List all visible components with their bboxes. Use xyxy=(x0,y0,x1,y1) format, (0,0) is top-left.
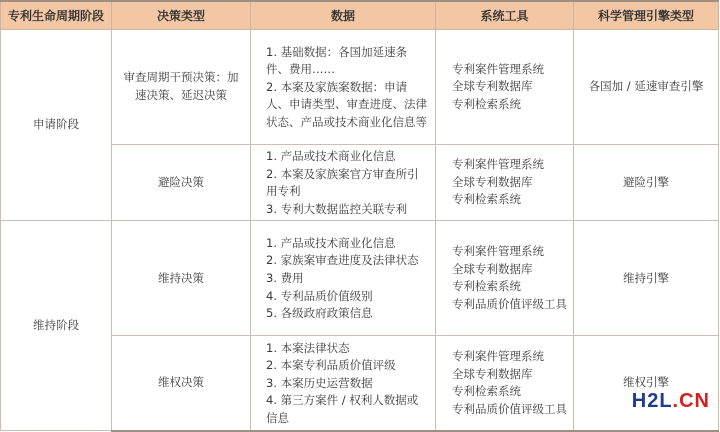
table-header-row xyxy=(1,1,719,30)
tool-line: 专利检索系统 xyxy=(452,279,521,294)
decision-cell: 审查周期干预决策：加速决策、延迟决策 xyxy=(112,30,251,145)
data-cell xyxy=(251,145,436,221)
header-engine-type: 科学管理引擎类型 xyxy=(574,1,719,30)
tool-line: 专利案件管理系统 xyxy=(452,61,544,76)
tool-line: 专利品质价值评级工具 xyxy=(452,296,567,311)
site-watermark xyxy=(632,390,710,413)
engine-cell: 维权引擎 xyxy=(574,336,719,431)
table-row xyxy=(1,30,719,145)
data-line: 2. 本案及家族案数据：申请人、申请类型、审查进度、法律状态、产品或技术商业化信息等 xyxy=(266,79,427,129)
tools-cell xyxy=(436,145,574,221)
engine-cell: 各国加 / 延速审查引擎 xyxy=(574,30,719,145)
data-line: 3. 费用 xyxy=(266,271,304,286)
data-line: 1. 基础数据：各国加延速条件、费用…… xyxy=(266,44,408,77)
header-decision-type: 决策类型 xyxy=(112,1,251,30)
data-line: 5. 各级政府政策信息 xyxy=(266,306,373,321)
decision-cell: 避险决策 xyxy=(112,145,251,221)
data-cell xyxy=(251,221,436,336)
engine-cell: 避险引擎 xyxy=(574,145,719,221)
tool-line: 全球专利数据库 xyxy=(452,174,533,189)
data-line: 2. 本案专利品质价值评级 xyxy=(266,358,396,373)
stage-cell-application: 申请阶段 xyxy=(1,30,112,221)
tool-line: 专利检索系统 xyxy=(452,192,521,207)
tools-cell xyxy=(436,221,574,336)
data-line: 2. 本案及家族案官方审查所引用专利 xyxy=(266,166,419,199)
data-line: 1. 产品或技术商业化信息 xyxy=(266,149,396,163)
tools-cell xyxy=(436,30,574,145)
tool-line: 专利案件管理系统 xyxy=(452,157,544,172)
tool-line: 全球专利数据库 xyxy=(452,366,533,381)
engine-cell: 维持引擎 xyxy=(574,221,719,336)
watermark-h2l: H2L xyxy=(631,390,673,412)
tool-line: 全球专利数据库 xyxy=(452,79,533,94)
header-data: 数据 xyxy=(251,1,436,30)
decision-cell: 维持决策 xyxy=(112,221,251,336)
tool-line: 专利检索系统 xyxy=(452,384,521,399)
data-line: 4. 第三方案件 / 权利人数据或信息 xyxy=(266,393,419,426)
tool-line: 专利案件管理系统 xyxy=(452,244,544,259)
data-line: 1. 产品或技术商业化信息 xyxy=(266,235,396,250)
data-cell xyxy=(251,336,436,431)
tool-line: 专利检索系统 xyxy=(452,96,521,111)
tools-cell xyxy=(436,336,574,431)
decision-cell: 维权决策 xyxy=(112,336,251,431)
data-cell xyxy=(251,30,436,145)
table-row xyxy=(1,221,719,336)
tool-line: 专利品质价值评级工具 xyxy=(452,401,567,416)
data-line: 3. 专利大数据监控关联专利 xyxy=(266,201,408,216)
data-line: 4. 专利品质价值级别 xyxy=(266,288,373,303)
data-line: 2. 家族案审查进度及法律状态 xyxy=(266,253,419,268)
watermark-cn: .CN xyxy=(672,390,710,412)
stage-cell-maintenance: 维持阶段 xyxy=(1,221,112,431)
data-line: 1. 本案法律状态 xyxy=(266,340,350,355)
tool-line: 全球专利数据库 xyxy=(452,261,533,276)
header-stage: 专利生命周期阶段 xyxy=(1,1,112,30)
header-system-tools: 系统工具 xyxy=(436,1,574,30)
data-line: 3. 本案历史运营数据 xyxy=(266,375,373,390)
tool-line: 专利案件管理系统 xyxy=(452,348,544,363)
